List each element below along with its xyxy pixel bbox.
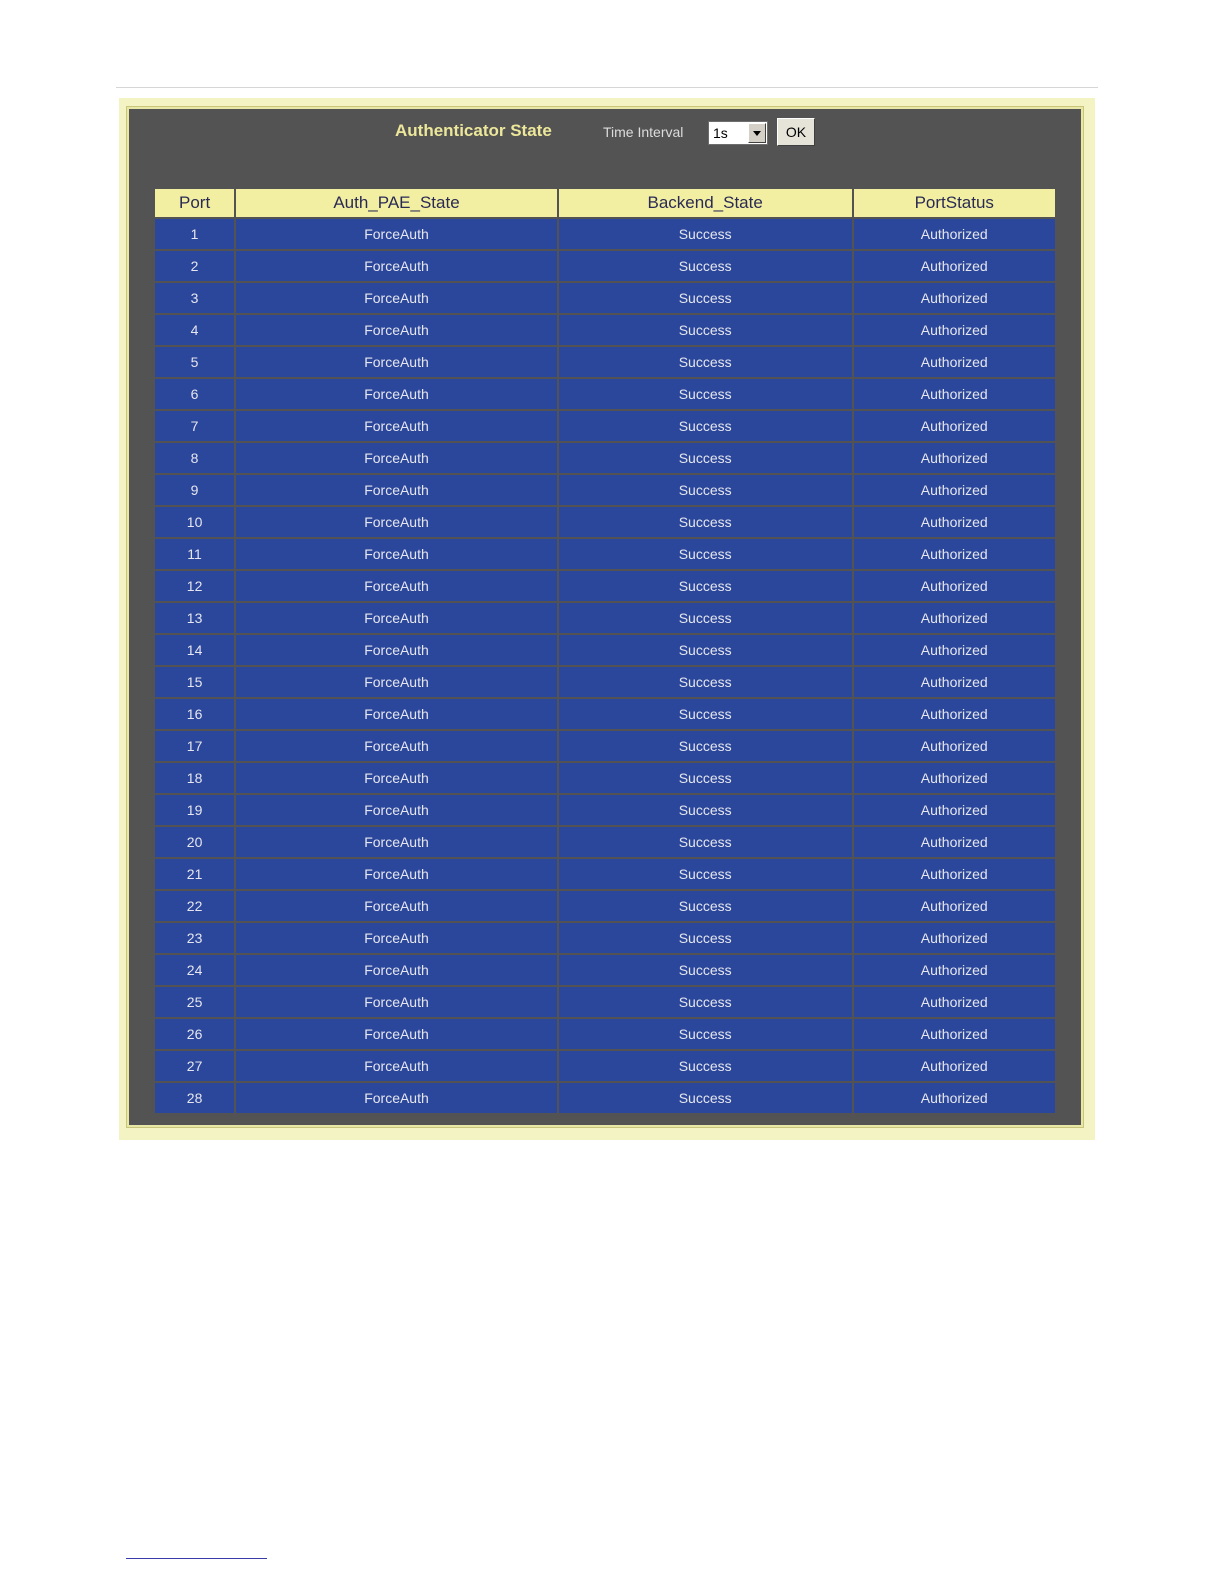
port-cell: 24 [155, 955, 234, 985]
port-cell: 10 [155, 507, 234, 537]
port-cell: 8 [155, 443, 234, 473]
port-status-cell: Authorized [854, 699, 1056, 729]
table-row [155, 411, 1055, 441]
port-status-cell: Authorized [854, 475, 1056, 505]
auth-pae-state-cell: ForceAuth [236, 219, 557, 249]
table-row [155, 347, 1055, 377]
port-status-cell: Authorized [854, 1051, 1056, 1081]
authenticator-state-panel [127, 107, 1083, 1127]
table-row [155, 507, 1055, 537]
column-header-port: Port [155, 189, 234, 217]
table-row [155, 987, 1055, 1017]
table-row [155, 219, 1055, 249]
auth-pae-state-cell: ForceAuth [236, 539, 557, 569]
auth-pae-state-cell: ForceAuth [236, 347, 557, 377]
port-status-cell: Authorized [854, 763, 1056, 793]
backend-state-cell: Success [559, 571, 852, 601]
port-cell: 23 [155, 923, 234, 953]
table-row [155, 539, 1055, 569]
port-cell: 3 [155, 283, 234, 313]
time-interval-select[interactable] [708, 121, 768, 145]
port-cell: 19 [155, 795, 234, 825]
table-row [155, 475, 1055, 505]
port-status-cell: Authorized [854, 1083, 1056, 1113]
backend-state-cell: Success [559, 1051, 852, 1081]
backend-state-cell: Success [559, 347, 852, 377]
table-body [155, 219, 1055, 1113]
backend-state-cell: Success [559, 251, 852, 281]
auth-pae-state-cell: ForceAuth [236, 795, 557, 825]
port-status-cell: Authorized [854, 251, 1056, 281]
backend-state-cell: Success [559, 699, 852, 729]
port-status-cell: Authorized [854, 603, 1056, 633]
port-cell: 15 [155, 667, 234, 697]
table-row [155, 1083, 1055, 1113]
table-row [155, 571, 1055, 601]
port-status-cell: Authorized [854, 379, 1056, 409]
auth-pae-state-cell: ForceAuth [236, 891, 557, 921]
table-row [155, 699, 1055, 729]
auth-pae-state-cell: ForceAuth [236, 1051, 557, 1081]
table-row [155, 379, 1055, 409]
backend-state-cell: Success [559, 827, 852, 857]
port-status-cell: Authorized [854, 923, 1056, 953]
port-status-cell: Authorized [854, 411, 1056, 441]
port-status-cell: Authorized [854, 347, 1056, 377]
auth-pae-state-cell: ForceAuth [236, 987, 557, 1017]
table-row [155, 923, 1055, 953]
auth-pae-state-cell: ForceAuth [236, 283, 557, 313]
backend-state-cell: Success [559, 1083, 852, 1113]
table-row [155, 635, 1055, 665]
backend-state-cell: Success [559, 891, 852, 921]
table-row [155, 891, 1055, 921]
port-status-cell: Authorized [854, 731, 1056, 761]
backend-state-cell: Success [559, 923, 852, 953]
footer-link-underline [126, 1558, 267, 1559]
auth-pae-state-cell: ForceAuth [236, 827, 557, 857]
backend-state-cell: Success [559, 1019, 852, 1049]
auth-pae-state-cell: ForceAuth [236, 507, 557, 537]
table-row [155, 443, 1055, 473]
auth-pae-state-cell: ForceAuth [236, 571, 557, 601]
backend-state-cell: Success [559, 379, 852, 409]
port-status-cell: Authorized [854, 987, 1056, 1017]
backend-state-cell: Success [559, 635, 852, 665]
authenticator-state-table [153, 187, 1057, 1115]
auth-pae-state-cell: ForceAuth [236, 731, 557, 761]
port-status-cell: Authorized [854, 667, 1056, 697]
backend-state-cell: Success [559, 283, 852, 313]
backend-state-cell: Success [559, 987, 852, 1017]
backend-state-cell: Success [559, 315, 852, 345]
page-title: Authenticator State [395, 121, 552, 140]
authenticator-state-frame [119, 98, 1095, 1140]
port-cell: 12 [155, 571, 234, 601]
table-row [155, 795, 1055, 825]
backend-state-cell: Success [559, 219, 852, 249]
port-status-cell: Authorized [854, 955, 1056, 985]
table-header-row [155, 189, 1055, 217]
backend-state-cell: Success [559, 603, 852, 633]
port-cell: 25 [155, 987, 234, 1017]
auth-pae-state-cell: ForceAuth [236, 763, 557, 793]
port-status-cell: Authorized [854, 635, 1056, 665]
auth-pae-state-cell: ForceAuth [236, 475, 557, 505]
table-row [155, 1051, 1055, 1081]
time-interval-value: 1s [713, 125, 728, 141]
table-row [155, 315, 1055, 345]
table-row [155, 603, 1055, 633]
port-cell: 26 [155, 1019, 234, 1049]
auth-pae-state-cell: ForceAuth [236, 955, 557, 985]
auth-pae-state-cell: ForceAuth [236, 411, 557, 441]
backend-state-cell: Success [559, 539, 852, 569]
column-header-port-status: PortStatus [854, 189, 1056, 217]
backend-state-cell: Success [559, 443, 852, 473]
port-status-cell: Authorized [854, 443, 1056, 473]
port-cell: 6 [155, 379, 234, 409]
port-cell: 27 [155, 1051, 234, 1081]
auth-pae-state-cell: ForceAuth [236, 699, 557, 729]
table-row [155, 1019, 1055, 1049]
port-status-cell: Authorized [854, 283, 1056, 313]
backend-state-cell: Success [559, 411, 852, 441]
port-status-cell: Authorized [854, 315, 1056, 345]
port-cell: 1 [155, 219, 234, 249]
backend-state-cell: Success [559, 763, 852, 793]
auth-pae-state-cell: ForceAuth [236, 315, 557, 345]
backend-state-cell: Success [559, 667, 852, 697]
port-status-cell: Authorized [854, 1019, 1056, 1049]
port-cell: 22 [155, 891, 234, 921]
port-cell: 16 [155, 699, 234, 729]
auth-pae-state-cell: ForceAuth [236, 443, 557, 473]
table-row [155, 731, 1055, 761]
table-row [155, 763, 1055, 793]
chevron-down-icon[interactable] [748, 123, 766, 143]
port-cell: 2 [155, 251, 234, 281]
backend-state-cell: Success [559, 475, 852, 505]
port-cell: 13 [155, 603, 234, 633]
auth-pae-state-cell: ForceAuth [236, 1019, 557, 1049]
port-cell: 21 [155, 859, 234, 889]
auth-pae-state-cell: ForceAuth [236, 251, 557, 281]
port-cell: 17 [155, 731, 234, 761]
header-bar [129, 109, 1081, 169]
auth-pae-state-cell: ForceAuth [236, 667, 557, 697]
backend-state-cell: Success [559, 507, 852, 537]
port-cell: 7 [155, 411, 234, 441]
backend-state-cell: Success [559, 731, 852, 761]
port-cell: 18 [155, 763, 234, 793]
auth-pae-state-cell: ForceAuth [236, 923, 557, 953]
backend-state-cell: Success [559, 795, 852, 825]
table-row [155, 283, 1055, 313]
port-cell: 9 [155, 475, 234, 505]
column-header-auth-pae-state: Auth_PAE_State [236, 189, 557, 217]
port-cell: 11 [155, 539, 234, 569]
auth-pae-state-cell: ForceAuth [236, 379, 557, 409]
table-row [155, 859, 1055, 889]
auth-pae-state-cell: ForceAuth [236, 1083, 557, 1113]
backend-state-cell: Success [559, 955, 852, 985]
backend-state-cell: Success [559, 859, 852, 889]
auth-pae-state-cell: ForceAuth [236, 859, 557, 889]
time-interval-label: Time Interval [603, 124, 684, 140]
auth-pae-state-cell: ForceAuth [236, 603, 557, 633]
auth-pae-state-cell: ForceAuth [236, 635, 557, 665]
column-header-backend-state: Backend_State [559, 189, 852, 217]
port-cell: 20 [155, 827, 234, 857]
port-status-cell: Authorized [854, 859, 1056, 889]
table-row [155, 827, 1055, 857]
port-status-cell: Authorized [854, 507, 1056, 537]
page-divider [116, 87, 1098, 88]
port-status-cell: Authorized [854, 219, 1056, 249]
table-row [155, 251, 1055, 281]
port-status-cell: Authorized [854, 571, 1056, 601]
port-status-cell: Authorized [854, 795, 1056, 825]
table-row [155, 955, 1055, 985]
ok-button[interactable]: OK [777, 118, 815, 146]
table-row [155, 667, 1055, 697]
port-cell: 14 [155, 635, 234, 665]
port-status-cell: Authorized [854, 539, 1056, 569]
port-status-cell: Authorized [854, 827, 1056, 857]
port-status-cell: Authorized [854, 891, 1056, 921]
port-cell: 4 [155, 315, 234, 345]
port-cell: 28 [155, 1083, 234, 1113]
port-cell: 5 [155, 347, 234, 377]
